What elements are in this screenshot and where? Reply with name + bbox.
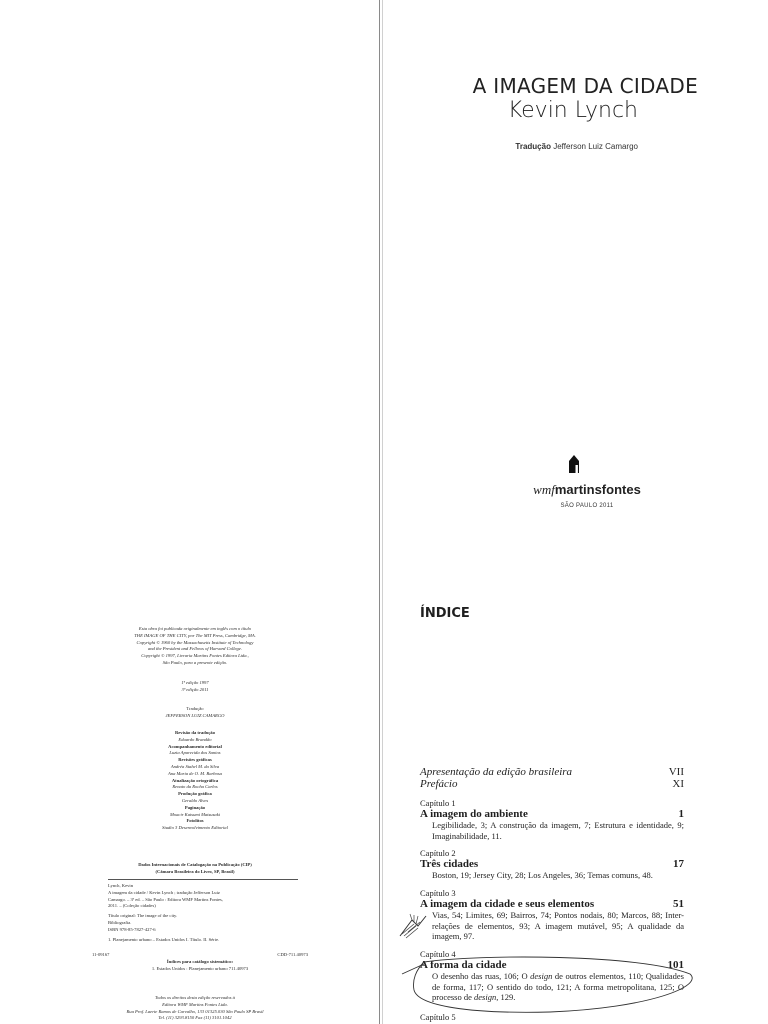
- note-line: Copyright © 1960 by the Massachusetts Institute of Technology: [136, 639, 254, 645]
- book-author: Kevin Lynch: [507, 98, 638, 123]
- chapter-title-text: A forma da cidade: [420, 959, 507, 971]
- rights-line: Todos os direitos desta edição reservados à: [155, 995, 235, 1000]
- section-text-italic: design: [474, 992, 497, 1002]
- catalog-index-line: 1. Estados Unidos : Planejamento urbano 711.40973: [151, 965, 249, 971]
- credit-role: Fotolitos: [186, 818, 204, 824]
- chapter-label: Capítulo 4: [420, 949, 456, 959]
- chapter-title: [420, 858, 684, 870]
- chapter-page: 101: [667, 959, 684, 971]
- publisher-name: [480, 482, 694, 498]
- cip-line: 2011. – (Coleção cidades): [108, 903, 156, 909]
- chapter-title: [420, 808, 684, 820]
- chapter-title-text: A imagem da cidade e seus elementos: [420, 898, 595, 910]
- credit-role: Tradução: [186, 706, 204, 711]
- rights-notice: [70, 995, 320, 1022]
- chapter-label: Capítulo 1: [420, 798, 456, 808]
- toc-entry-page: VII: [668, 766, 684, 778]
- cdd-number: CDD-711.40973: [277, 952, 308, 957]
- original-edition-note: [70, 626, 320, 667]
- credit-name: Andréa Stahel M. da Silva: [170, 763, 220, 769]
- section-text: , 129.: [496, 992, 516, 1002]
- publisher-wordmark: martinsfontes: [554, 482, 641, 497]
- book-title: A IMAGEM DA CIDADE: [472, 74, 698, 98]
- chapter-2-entry: [420, 848, 684, 881]
- cip-number: 11-09167: [92, 952, 110, 957]
- edition-line: 1ª edição 1997: [181, 680, 209, 685]
- credit-name: Ana Maria de O. M. Barbosa: [168, 770, 222, 776]
- cip-line: A imagem da cidade / Kevin Lynch ; tradução Jefferson Luiz: [108, 889, 220, 895]
- cip-heading-line: Dados Internacionais de Catalogação na Publicação (CIP): [138, 862, 252, 867]
- hand-drawn-ellipse-annotation: [400, 956, 700, 1016]
- credit-role: Paginação: [184, 804, 206, 810]
- doodle-wing-icon: [398, 912, 428, 940]
- publication-place-year: SÃO PAULO 2011: [560, 503, 614, 509]
- chapter-page: 17: [673, 858, 684, 870]
- edition-list: [70, 680, 320, 694]
- translator-name: Jefferson Luiz Camargo: [553, 142, 638, 151]
- cip-line: Título original: The image of the city.: [108, 913, 178, 919]
- note-line: and the President and Fellows of Harvard College.: [147, 646, 243, 652]
- credit-role: Revisão da tradução: [174, 730, 216, 735]
- credit-name: Eduardo Brandão: [178, 736, 212, 742]
- chapter-sections: Vias, 54; Limites, 69; Bairros, 74; Pontos nodais, 80; Marcos, 88; Inter-relações de elementos, 93; A imagem mutável, 95; A qualidade da imagem, 97.: [432, 910, 684, 941]
- credit-name: Studio 3 Desenvolvimento Editorial: [162, 825, 228, 831]
- note-line: THE IMAGE OF THE CITY, por The MIT Press, Cambridge, MA.: [134, 632, 256, 638]
- catalog-index-heading: Índices para catálogo sistemático:: [166, 959, 234, 964]
- chapter-label: Capítulo 3: [420, 888, 456, 898]
- chapter-3-entry: [420, 888, 684, 942]
- credit-name: Renato da Rocha Carlos: [172, 784, 218, 790]
- cip-line: Bibliografia.: [108, 919, 132, 925]
- credit-role: Produção gráfica: [178, 791, 212, 797]
- credit-name: Geraldo Alves: [181, 797, 209, 803]
- translation-label: Tradução: [515, 142, 551, 151]
- toc-entry-title: Prefácio: [420, 778, 458, 790]
- cip-line: 1. Planejamento urbano – Estados Unidos I. Título. II. Série.: [108, 936, 220, 942]
- credit-role: Revisões gráficas: [178, 757, 212, 763]
- rights-line: Editora WMF Martins Fontes Ltda.: [162, 1001, 228, 1007]
- translation-credit: [70, 706, 320, 720]
- section-text: O desenho das ruas, 106; O: [432, 971, 531, 981]
- index-heading: ÍNDICE: [420, 606, 470, 621]
- credit-name: JEFFERSON LUIZ CAMARGO: [165, 712, 225, 718]
- chapter-1-entry: [420, 798, 684, 841]
- toc-entry-title: Apresentação da edição brasileira: [420, 766, 573, 778]
- rights-line: Rua Prof. Laerte Ramos de Carvalho, 133 01325.030 São Paulo SP Brasil: [126, 1008, 264, 1014]
- cip-line: Lynch, Kevin: [108, 883, 134, 888]
- publisher-prefix: wmf: [533, 482, 555, 497]
- toc-entry: [420, 766, 684, 778]
- toc-entry: [420, 778, 684, 790]
- note-line: São Paulo, para a presente edição.: [162, 659, 228, 665]
- chapter-page: 1: [678, 808, 684, 820]
- credit-role: Acompanhamento editorial: [168, 743, 222, 749]
- chapter-label: Capítulo 2: [420, 848, 456, 858]
- chapter-sections: Boston, 19; Jersey City, 28; Los Angeles, 36; Temas comuns, 48.: [432, 870, 653, 880]
- front-matter-list: [420, 766, 684, 790]
- note-line: Esta obra foi publicada originalmente em inglês com o título: [138, 626, 252, 631]
- page-fold-shadow: [382, 0, 383, 1024]
- credit-name: Luzia Aparecida dos Santos: [169, 750, 221, 756]
- chapter-page: 51: [673, 898, 684, 910]
- cip-heading-line: (Câmara Brasileira do Livro, SP, Brasil): [155, 868, 235, 874]
- toc-entry-page: XI: [672, 778, 684, 790]
- chapter-title-text: A imagem do ambiente: [420, 808, 528, 820]
- chapter-label: Capítulo 5: [420, 1012, 456, 1022]
- editorial-credits: [70, 730, 320, 832]
- note-line: Copyright © 1997, Livraria Martins Fontes Editora Ltda.,: [141, 653, 249, 659]
- section-text: de outros elementos, 110; Qualidades de forma, 117; O sentido do todo, 121; A forma metropolitana, 125; O processo de: [432, 971, 684, 1002]
- cip-record: [108, 879, 298, 943]
- credit-name: Moacir Katsumi Matsusaki: [169, 811, 221, 817]
- cip-line: Camargo. – 3ª ed. – São Paulo : Editora WMF Martins Fontes,: [108, 896, 223, 902]
- catalog-indexes: [92, 959, 308, 973]
- translator-line: [480, 142, 638, 151]
- edition-line: 3ª edição 2011: [181, 686, 209, 692]
- publisher-logo-icon: [567, 455, 581, 473]
- chapter-sections: Legibilidade, 3; A construção da imagem, 7; Estrutura e identidade, 9; Imaginabilidade, 11.: [432, 820, 684, 841]
- section-text-italic: design: [530, 971, 553, 981]
- chapter-title-text: Três cidades: [420, 858, 479, 870]
- chapter-title: [420, 898, 684, 910]
- credit-role: Atualização ortográfica: [171, 777, 219, 783]
- rights-line: Tel. (11) 3293.8150 Fax (11) 3101.1042: [158, 1015, 232, 1021]
- cip-heading: [70, 862, 320, 876]
- cip-line: ISBN 978-85-7827-427-6: [108, 926, 156, 932]
- page-fold: [379, 0, 380, 1024]
